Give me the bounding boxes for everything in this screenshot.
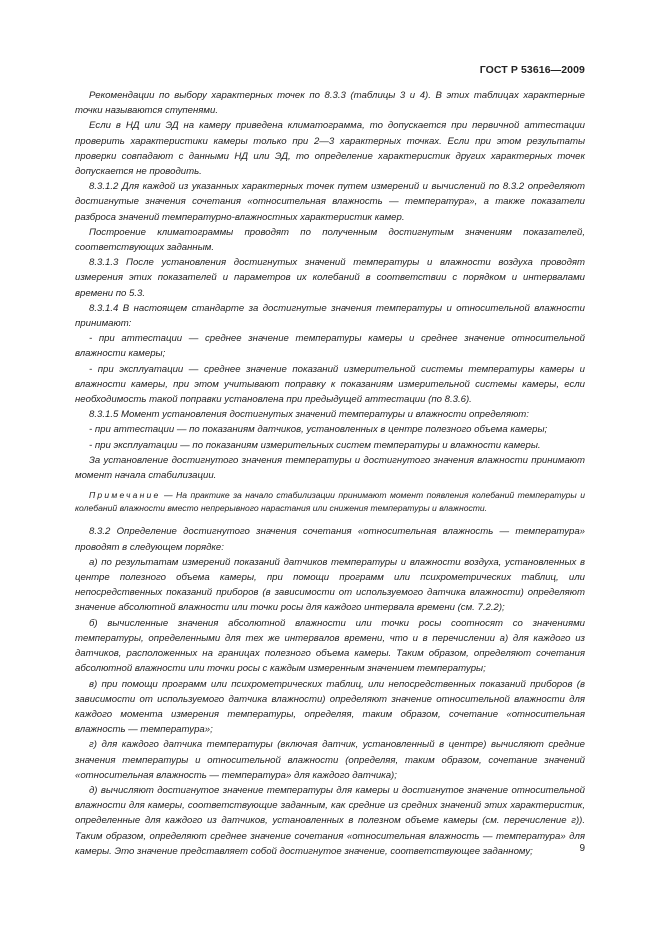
- note-label: Примечание: [89, 490, 161, 501]
- list-item: г) для каждого датчика температуры (включая датчик, установленный в центре) вычисляют средние значения температуры и относительной влажности (определяя, таким образом, сочетание значений «относительная влажность — температура» для каждого датчика);: [75, 739, 585, 781]
- paragraph: Рекомендации по выбору характерных точек по 8.3.3 (таблицы 3 и 4). В этих таблицах характерные точки называются ступенями.: [75, 90, 585, 117]
- list-item: - при аттестации — по показаниям датчиков, установленных в центре полезного объема камеры;: [89, 424, 548, 436]
- list-item: - при эксплуатации — по показаниям измерительных систем температуры и влажности камеры.: [89, 439, 541, 451]
- list-item: - при эксплуатации — среднее значение показаний измерительной системы температуры камеры и влажности камеры, при этом учитывают поправку к показаниям измерительной системы камеры, если необходимость такой поправки установлена при предыдущей аттестации (по 8.3.6).: [75, 363, 585, 406]
- paragraph: 8.3.1.3 После установления достигнутых значений температуры и влажности воздуха проводят измерения этих показателей и параметров их колебаний в соответствии с порядком и интервалами времени по 5.3.: [75, 257, 585, 299]
- paragraph: Если в НД или ЭД на камеру приведена климатограмма, то допускается при первичной аттестации проверить характеристики камеры только при 2—3 характерных точках. Если при этом результаты проверки совпадают с данными НД или ЭД, то определение характеристик других характерных точек допускается не проводить.: [75, 120, 585, 178]
- paragraph: 8.3.1.4 В настоящем стандарте за достигнутые значения температуры и относительной влажности принимают:: [75, 302, 585, 330]
- list-item: в) при помощи программ или психрометрических таблиц, или непосредственных показаний приборов (в зависимости от используемого датчика влажности) определяют значение относительной влажности для каждого момента измерения температуры, определяя, таким образом, сочетание «относительная влажность — температура»;: [75, 678, 585, 736]
- page-number: 9: [579, 843, 585, 854]
- paragraph: 8.3.1.5 Момент установления достигнутых значений температуры и влажности определяют:: [89, 409, 529, 421]
- list-item: а) по результатам измерений показаний датчиков температуры и влажности воздуха, установленных в центре полезного объема камеры, при помощи программ или психрометрических таблиц, или непосредственных показаний приборов (в зависимости от используемого датчика влажности) определяют значение абсолютной влажности или точки росы для каждого интервала времени (см. 7.2.2);: [75, 556, 585, 614]
- section-heading: 8.3.2 Определение достигнутого значения сочетания «относительная влажность — температура» проводят в следующем порядке:: [75, 526, 585, 553]
- list-item: - при аттестации — среднее значение температуры камеры и среднее значение относительной влажности камеры;: [75, 333, 585, 360]
- paragraph: 8.3.1.2 Для каждой из указанных характерных точек путем измерений и вычислений по 8.3.2 определяют достигнутые значения сочетания «относительная влажность — температура», а также показатели разброса значений температурно-влажностных характеристик камер.: [75, 181, 585, 223]
- note: [75, 489, 585, 514]
- list-item: д) вычисляют достигнутое значение температуры для камеры и достигнутое значение относительной влажности для камеры, соответствующие заданным, как средние из средних значений этих характеристик, определенные для каждого из датчиков, установленных в полезном объеме камеры (см. перечисление г)). Таким образом, определяют среднее значение сочетания «относительная влажность — температура» для камеры. Это значение представляет собой достигнутое значение, соответствующее заданному;: [75, 784, 585, 857]
- note-text: — На практике за начало стабилизации принимают момент появления колебаний температуры и колебаний влажности вместо непрерывного нарастания или снижения температуры и влажности.: [75, 490, 585, 513]
- page-body: [75, 88, 585, 859]
- list-item: б) вычисленные значения абсолютной влажности или точки росы соотносят со значениями температуры, определенными для тех же интервалов времени, что и в перечислении а) для каждого из датчиков, расположенных на границах полезного объема камеры. Таким образом, определяют сочетания абсолютной влажности или точки росы с каждым измеренным значением температуры;: [75, 617, 585, 675]
- paragraph: Построение климатограммы проводят по полученным достигнутым значениям показателей, соответствующих заданным.: [75, 226, 585, 254]
- paragraph: За установление достигнутого значения температуры и достигнутого значения влажности принимают момент начала стабилизации.: [75, 454, 585, 482]
- standard-header: ГОСТ Р 53616—2009: [479, 64, 585, 76]
